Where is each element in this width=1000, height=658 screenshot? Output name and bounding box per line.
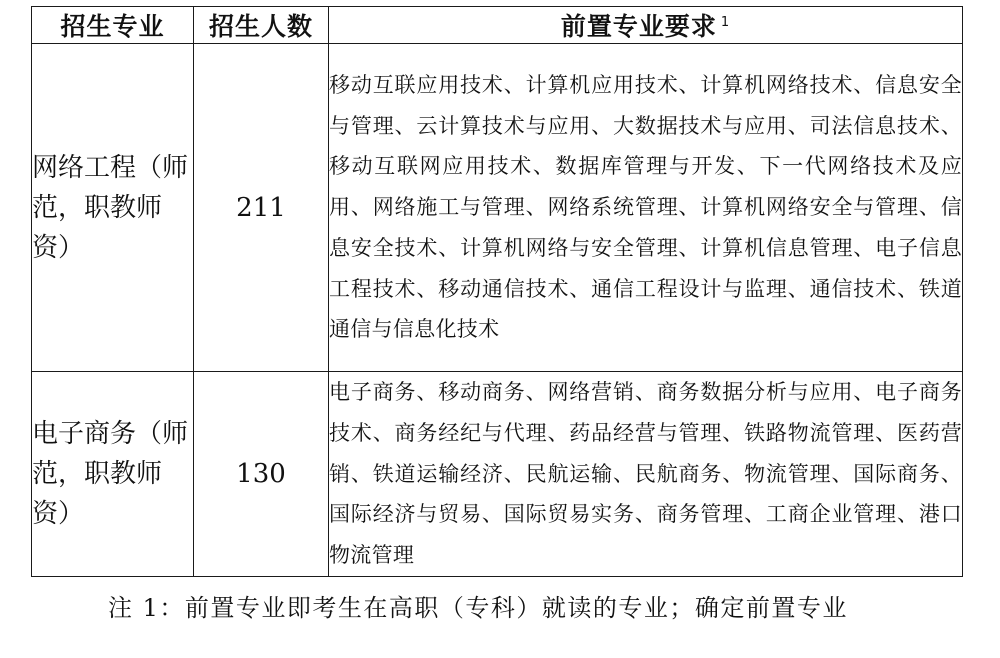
- table-header-row: [32, 7, 963, 44]
- header-prerequisite: [329, 7, 963, 44]
- major-cell: 网络工程（师范，职教师资）: [32, 44, 194, 372]
- header-count-label: 招生人数: [208, 12, 313, 41]
- table-row: [32, 372, 963, 577]
- admissions-table: [31, 6, 963, 577]
- header-major-label: 招生专业: [60, 12, 165, 41]
- header-count: [194, 7, 329, 44]
- header-major: [32, 7, 194, 44]
- major-cell: 电子商务（师范，职教师资）: [32, 372, 194, 577]
- count-cell: 211: [194, 44, 329, 372]
- prerequisite-cell: 移动互联应用技术、计算机应用技术、计算机网络技术、信息安全与管理、云计算技术与应用、大数据技术与应用、司法信息技术、移动互联网应用技术、数据库管理与开发、下一代网络技术及应用、网络施工与管理、网络系统管理、计算机网络安全与管理、信息安全技术、计算机网络与安全管理、计算机信息管理、电子信息工程技术、移动通信技术、通信工程设计与监理、通信技术、铁道通信与信息化技术: [329, 44, 963, 372]
- header-prerequisite-label: 前置专业要求: [560, 12, 717, 41]
- table-row: [32, 44, 963, 372]
- prerequisite-cell: 电子商务、移动商务、网络营销、商务数据分析与应用、电子商务技术、商务经纪与代理、药品经营与管理、铁路物流管理、医药营销、铁道运输经济、民航运输、民航商务、物流管理、国际商务、国际经济与贸易、国际贸易实务、商务管理、工商企业管理、港口物流管理: [329, 372, 963, 577]
- footnote-marker: 1: [720, 14, 731, 30]
- count-cell: 130: [194, 372, 329, 577]
- footnote: 注 1：前置专业即考生在高职（专科）就读的专业；确定前置专业: [108, 594, 848, 622]
